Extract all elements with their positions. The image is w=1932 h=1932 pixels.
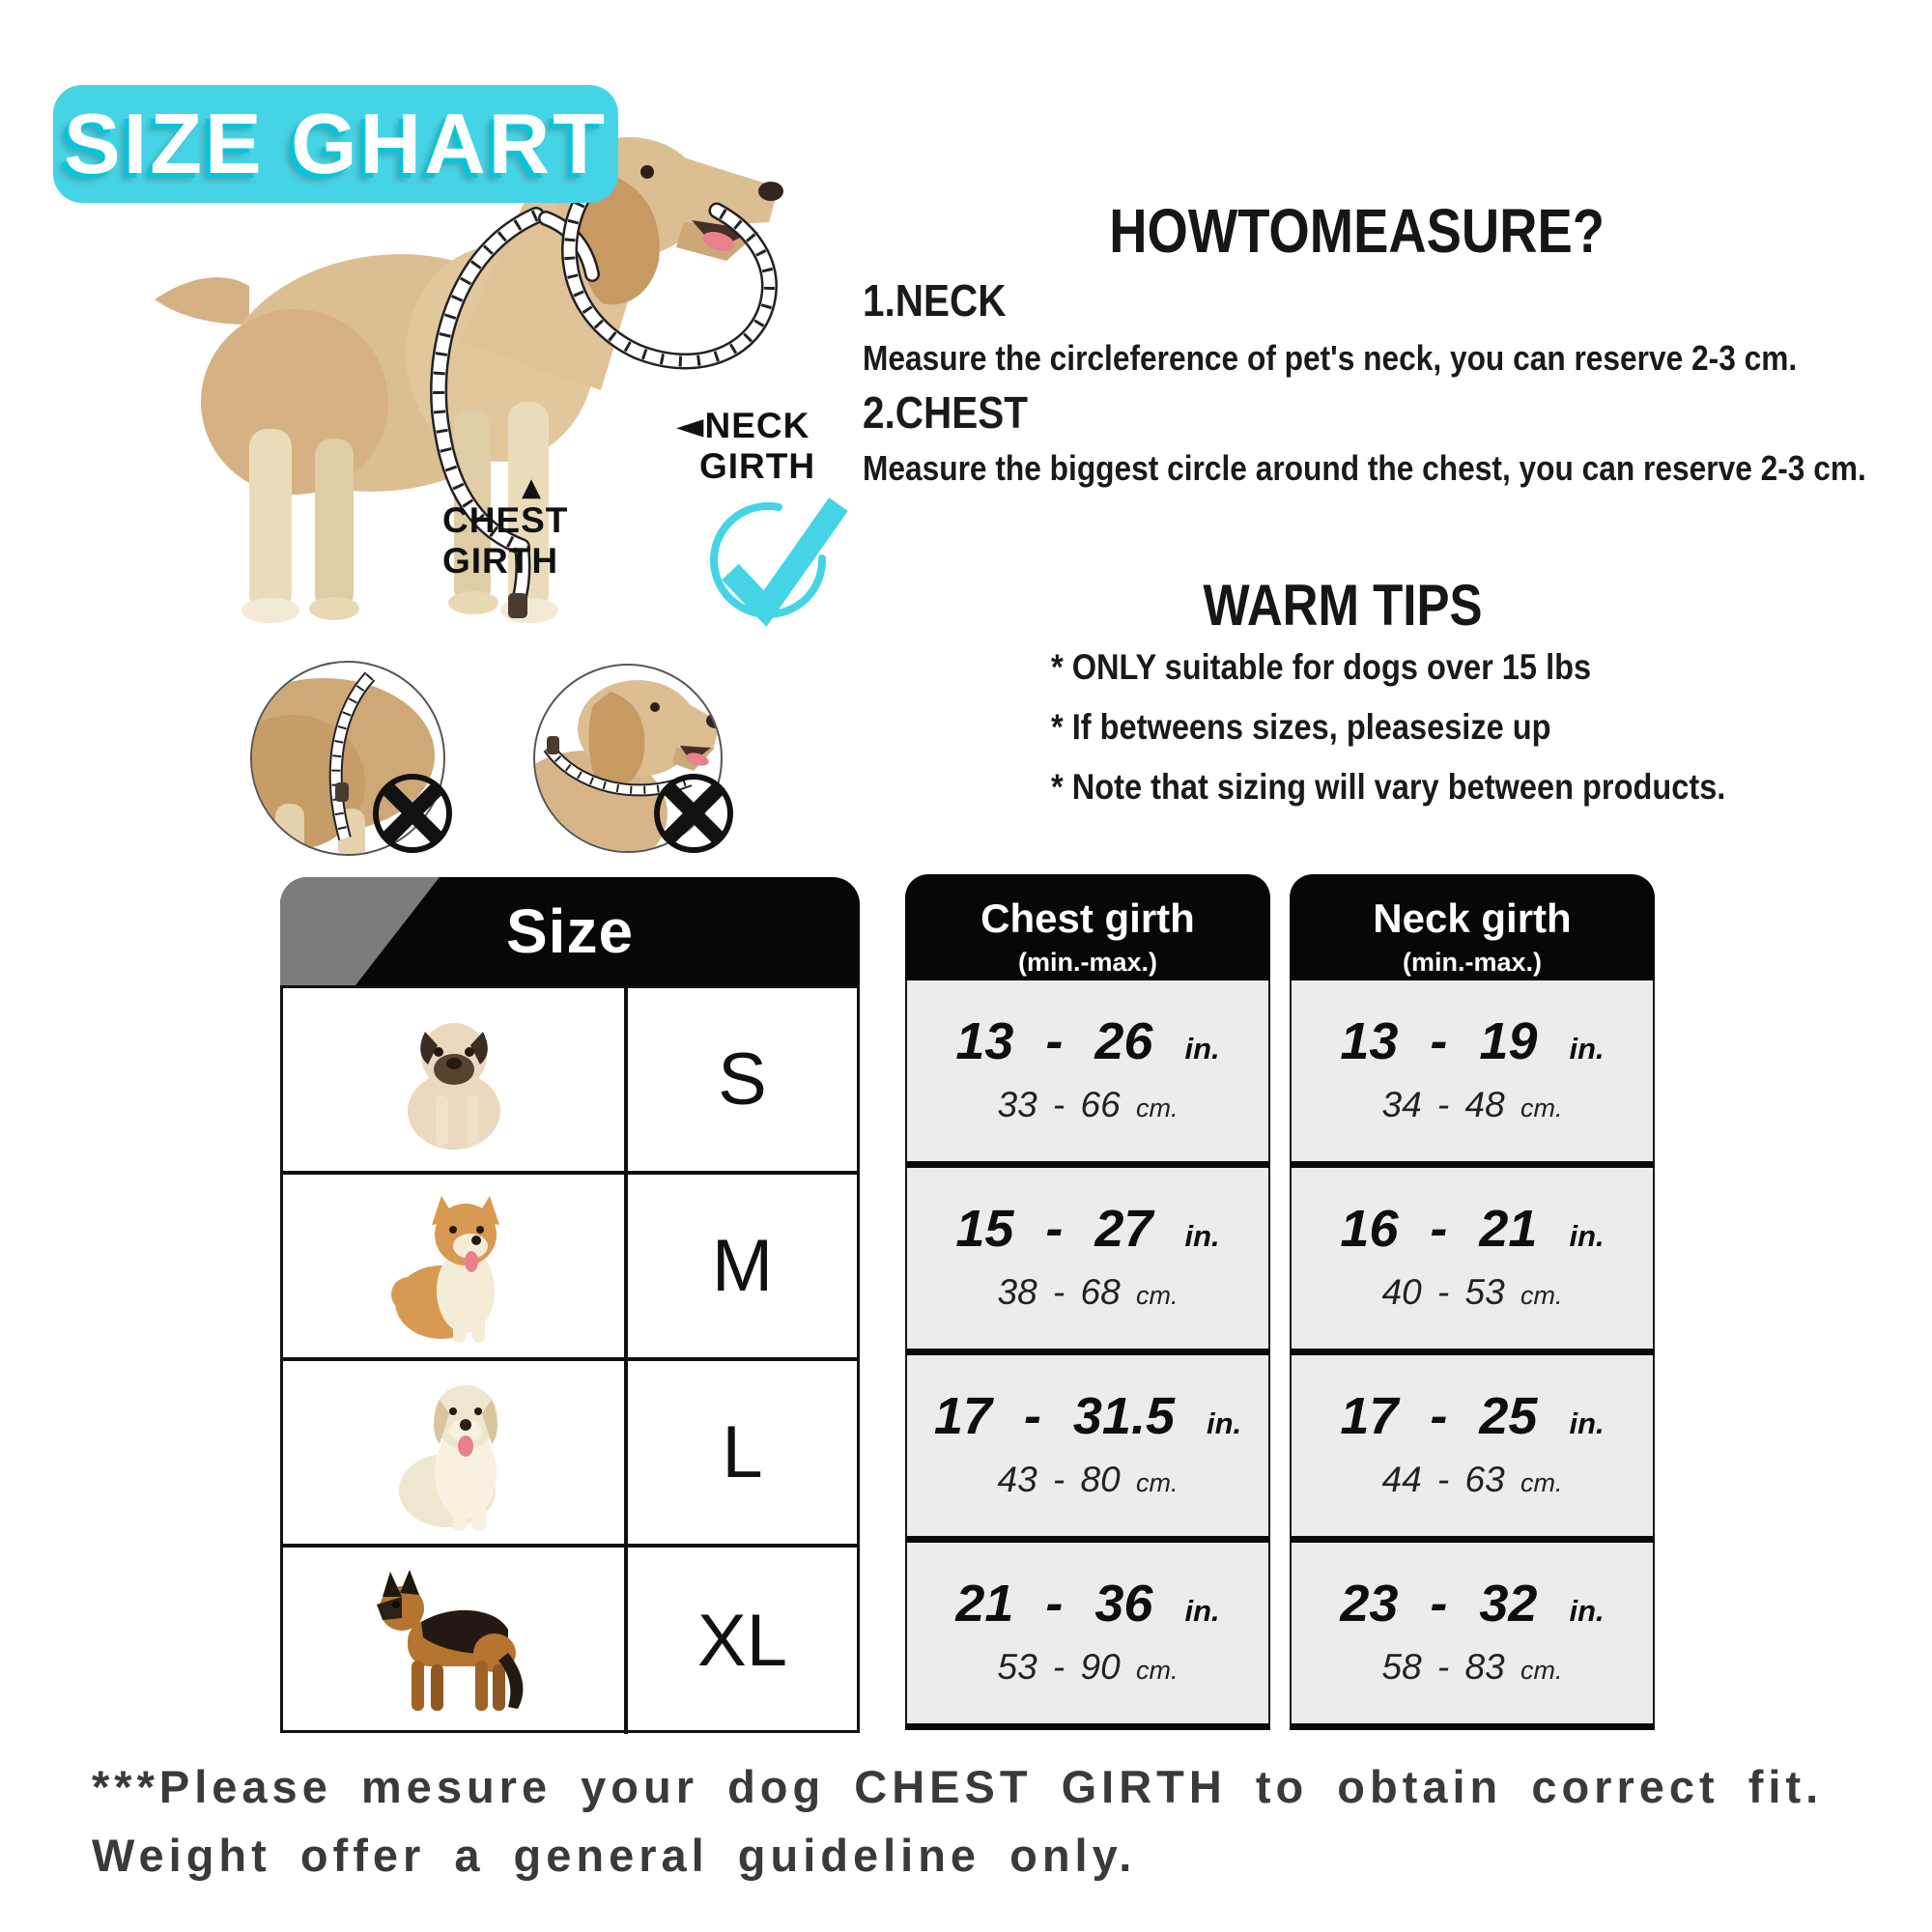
step-chest-text: Measure the biggest circle around the chest, you can reserve 2-3 cm.	[863, 448, 1866, 488]
step-neck-text: Measure the circleference of pet's neck, you can reserve 2-3 cm.	[863, 338, 1798, 378]
table-row-l	[283, 1361, 857, 1548]
warm-tip-item: * Note that sizing will vary between products.	[1051, 767, 1726, 807]
chest-cell-s: 13 - 26 in. 33 - 66 cm.	[905, 980, 1270, 1168]
neck-girth-label: ◄NECK GIRTH	[676, 405, 816, 486]
up-arrow-icon: ▲	[522, 473, 541, 502]
size-label-s: S	[718, 1038, 767, 1121]
step-chest-label: 2.CHEST	[863, 387, 1028, 438]
how-to-measure-heading: HOWTOMEASURE?	[1109, 196, 1605, 266]
neck-girth-header: Neck girth (min.-max.)	[1290, 874, 1655, 980]
warm-tips-list	[1051, 638, 1818, 817]
table-row-xl	[283, 1548, 857, 1734]
wrong-chest-measure-inset	[246, 659, 464, 871]
wrong-neck-measure-inset	[529, 659, 747, 871]
footnote-line-1: ***Please mesure your dog CHEST GIRTH to obtain correct fit.	[92, 1761, 1824, 1812]
neck-girth-column	[1290, 874, 1655, 1730]
size-table	[280, 877, 860, 1733]
chest-girth-label: CHEST GIRTH	[442, 500, 569, 581]
warm-tips-heading: WARM TIPS	[1203, 573, 1483, 638]
chest-cell-m: 15 - 27 in. 38 - 68 cm.	[905, 1168, 1270, 1355]
size-chart-title-banner	[53, 85, 618, 203]
size-label-m: M	[711, 1225, 774, 1307]
size-table-header	[280, 877, 860, 985]
checkmark-icon	[697, 483, 852, 642]
warm-tip-item: * If betweens sizes, pleasesize up	[1051, 707, 1551, 747]
table-row-m	[283, 1175, 857, 1361]
size-label-l: L	[722, 1411, 763, 1493]
size-table-body	[280, 985, 860, 1733]
step-neck-label: 1.NECK	[863, 275, 1007, 326]
neck-cell-xl: 23 - 32 in. 58 - 83 cm.	[1290, 1543, 1655, 1730]
dog-photo-german-shepherd	[283, 1548, 628, 1734]
size-label-xl: XL	[697, 1600, 787, 1682]
chest-girth-column	[905, 874, 1270, 1730]
neck-cell-l: 17 - 25 in. 44 - 63 cm.	[1290, 1355, 1655, 1543]
chest-girth-header: Chest girth (min.-max.)	[905, 874, 1270, 980]
page-title: SIZE GHART	[64, 96, 608, 191]
left-arrow-icon: ◄	[676, 405, 705, 446]
chest-cell-l: 17 - 31.5 in. 43 - 80 cm.	[905, 1355, 1270, 1543]
dog-photo-shiba	[283, 1175, 628, 1357]
neck-cell-m: 16 - 21 in. 40 - 53 cm.	[1290, 1168, 1655, 1355]
warm-tip-item: * ONLY suitable for dogs over 15 lbs	[1051, 647, 1592, 687]
neck-cell-s: 13 - 19 in. 34 - 48 cm.	[1290, 980, 1655, 1168]
dog-photo-labrador	[283, 1361, 628, 1544]
chest-cell-xl: 21 - 36 in. 53 - 90 cm.	[905, 1543, 1270, 1730]
footnote-line-2: Weight offer a general guideline only.	[92, 1830, 1137, 1881]
table-row-s	[283, 988, 857, 1175]
size-table-header-label: Size	[505, 896, 635, 966]
dog-photo-pug	[283, 988, 628, 1171]
